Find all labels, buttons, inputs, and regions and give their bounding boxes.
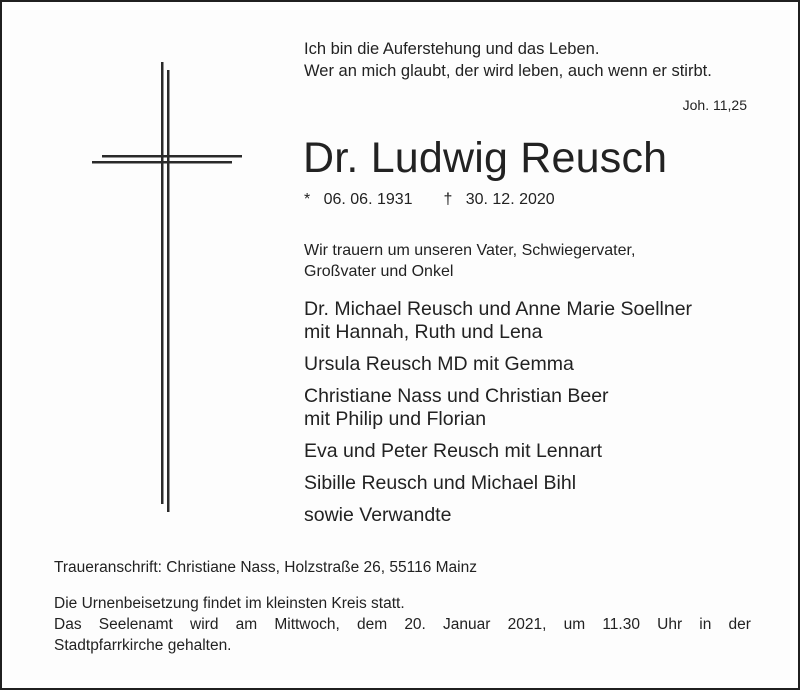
details-word: Januar xyxy=(443,616,491,633)
details-word: Das xyxy=(54,616,82,633)
birth-symbol: * xyxy=(304,191,311,208)
details-line: Stadtpfarrkirche gehalten. xyxy=(54,637,232,654)
family-line: mit Hannah, Ruth und Lena xyxy=(304,321,543,343)
details-word: in xyxy=(699,616,712,633)
family-entry xyxy=(304,385,692,431)
family-entry xyxy=(304,353,692,376)
family-entry xyxy=(304,298,692,344)
verse-line: Ich bin die Auferstehung und das Leben. xyxy=(304,40,600,58)
family-list xyxy=(304,298,692,536)
bible-verse xyxy=(304,38,712,82)
birth-date: 06. 06. 1931 xyxy=(323,191,413,208)
family-line: sowie Verwandte xyxy=(304,504,452,526)
mourning-line: Wir trauern um unseren Vater, Schwiegervater, xyxy=(304,242,636,259)
mourning-statement xyxy=(304,240,635,282)
details-line xyxy=(54,614,751,635)
family-entry xyxy=(304,504,692,527)
details-word: 2021, xyxy=(507,616,547,633)
details-word: am xyxy=(235,616,258,633)
verse-line: Wer an mich glaubt, der wird leben, auch wenn er stirbt. xyxy=(304,62,712,80)
details-word: Seelenamt xyxy=(98,616,173,633)
family-line: mit Philip und Florian xyxy=(304,408,487,430)
details-word: dem xyxy=(356,616,388,633)
family-entry xyxy=(304,440,692,463)
latin-cross-icon xyxy=(92,62,242,512)
details-word: 20. xyxy=(404,616,426,633)
funeral-details xyxy=(54,593,751,656)
family-line: Sibille Reusch und Michael Bihl xyxy=(304,472,577,494)
family-line: Ursula Reusch MD mit Gemma xyxy=(304,353,574,375)
family-entry xyxy=(304,472,692,495)
family-line: Eva und Peter Reusch mit Lennart xyxy=(304,440,603,462)
death-symbol: † xyxy=(443,191,453,208)
details-word: 11.30 xyxy=(602,616,640,633)
deceased-name: Dr. Ludwig Reusch xyxy=(303,134,668,182)
mourning-line: Großvater und Onkel xyxy=(304,263,454,280)
details-word: der xyxy=(728,616,751,633)
details-word: Uhr xyxy=(657,616,683,633)
mourning-address: Traueranschrift: Christiane Nass, Holzstraße 26, 55116 Mainz xyxy=(54,559,477,576)
family-line: Dr. Michael Reusch und Anne Marie Soellner xyxy=(304,298,693,320)
details-word: wird xyxy=(190,616,219,633)
details-line: Die Urnenbeisetzung findet im kleinsten Kreis statt. xyxy=(54,595,405,612)
life-dates xyxy=(304,190,555,210)
details-word: um xyxy=(563,616,586,633)
family-line: Christiane Nass und Christian Beer xyxy=(304,385,609,407)
verse-reference: Joh. 11,25 xyxy=(682,97,747,113)
death-date: 30. 12. 2020 xyxy=(465,191,555,208)
details-word: Mittwoch, xyxy=(274,616,340,633)
